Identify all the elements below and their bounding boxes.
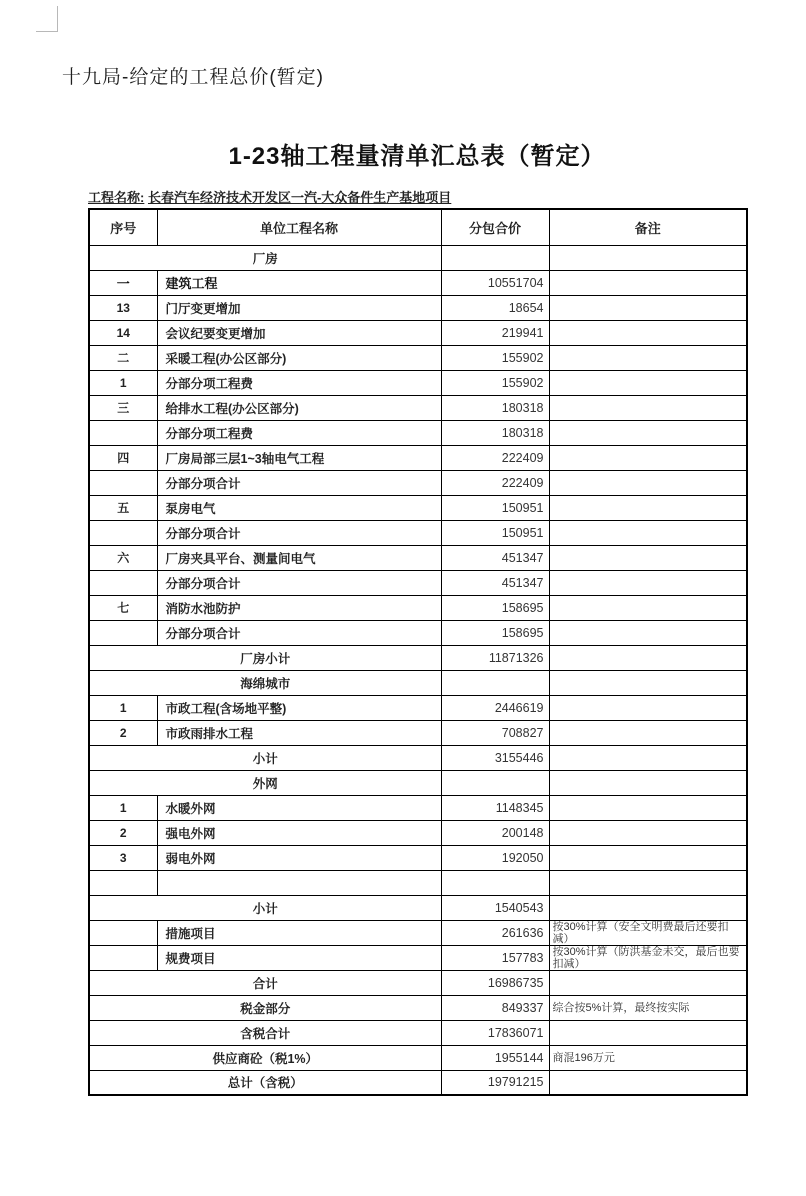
row-name: 合计 [89,970,441,995]
row-value: 222409 [441,445,549,470]
row-note: 按30%计算（安全文明费最后还要扣减） [549,920,747,945]
row-no: 1 [89,695,157,720]
row-name: 消防水池防护 [157,595,441,620]
row-name: 外网 [89,770,441,795]
row-value: 19791215 [441,1070,549,1095]
row-no [89,520,157,545]
row-note [549,595,747,620]
table-row [89,495,747,520]
row-note [549,845,747,870]
table-row [89,345,747,370]
summary-table-body [89,245,747,1095]
row-value: 708827 [441,720,549,745]
table-row [89,820,747,845]
row-value: 180318 [441,395,549,420]
table-row [89,270,747,295]
row-name: 市政工程(含场地平整) [157,695,441,720]
row-name [157,870,441,895]
row-value: 451347 [441,545,549,570]
table-row [89,295,747,320]
row-value: 222409 [441,470,549,495]
row-note [549,770,747,795]
row-note [549,420,747,445]
table-row [89,845,747,870]
row-value: 18654 [441,295,549,320]
row-value: 200148 [441,820,549,845]
row-name: 厂房 [89,245,441,270]
project-name: 长春汽车经济技术开发区一汽-大众备件生产基地项目 [147,190,452,205]
table-row [89,895,747,920]
row-note [549,470,747,495]
table-row [89,870,747,895]
col-header-note: 备注 [549,209,747,245]
row-no [89,470,157,495]
doc-header-text: 十九局-给定的工程总价(暂定) [62,67,324,88]
row-note [549,520,747,545]
project-label: 工程名称: [88,190,145,205]
row-note [549,870,747,895]
row-name: 规费项目 [157,945,441,970]
row-value: 2446619 [441,695,549,720]
table-row [89,670,747,695]
table-row [89,795,747,820]
row-value: 451347 [441,570,549,595]
row-note [549,245,747,270]
row-name: 总计（含税） [89,1070,441,1095]
row-value [441,870,549,895]
row-name: 会议纪要变更增加 [157,320,441,345]
row-note [549,545,747,570]
row-note [549,670,747,695]
row-value: 16986735 [441,970,549,995]
table-row [89,570,747,595]
row-note [549,395,747,420]
row-name: 分部分项合计 [157,520,441,545]
table-row [89,370,747,395]
row-value: 3155446 [441,745,549,770]
row-no: 14 [89,320,157,345]
row-value: 849337 [441,995,549,1020]
row-no [89,620,157,645]
table-row [89,745,747,770]
row-name: 给排水工程(办公区部分) [157,395,441,420]
row-note [549,345,747,370]
row-note [549,820,747,845]
row-name: 措施项目 [157,920,441,945]
summary-table [88,208,748,1096]
corner-crop-mark [36,6,58,32]
row-name: 厂房夹具平台、测量间电气 [157,545,441,570]
row-no: 六 [89,545,157,570]
row-name: 小计 [89,745,441,770]
row-note [549,1020,747,1045]
row-name: 分部分项合计 [157,620,441,645]
table-row [89,395,747,420]
table-row [89,420,747,445]
table-row [89,445,747,470]
row-note [549,795,747,820]
row-value: 150951 [441,495,549,520]
row-note [549,445,747,470]
row-name: 分部分项合计 [157,470,441,495]
row-value: 158695 [441,595,549,620]
col-header-name: 单位工程名称 [157,209,441,245]
row-no: 3 [89,845,157,870]
row-name: 水暖外网 [157,795,441,820]
row-value [441,245,549,270]
row-note [549,320,747,345]
row-note [549,895,747,920]
table-row [89,1045,747,1070]
table-row [89,320,747,345]
row-no [89,920,157,945]
table-row [89,970,747,995]
table-row [89,520,747,545]
row-no: 七 [89,595,157,620]
row-note [549,745,747,770]
row-no: 13 [89,295,157,320]
row-name: 厂房局部三层1~3轴电气工程 [157,445,441,470]
row-name: 分部分项工程费 [157,370,441,395]
row-value: 219941 [441,320,549,345]
table-row [89,645,747,670]
row-no: 一 [89,270,157,295]
row-note: 按30%计算（防洪基金未交，最后也要扣减） [549,945,747,970]
col-header-value: 分包合价 [441,209,549,245]
row-note: 商混196万元 [549,1045,747,1070]
row-no [89,945,157,970]
table-row [89,1020,747,1045]
row-note: 综合按5%计算，最终按实际 [549,995,747,1020]
row-name: 建筑工程 [157,270,441,295]
row-name: 海绵城市 [89,670,441,695]
row-value: 10551704 [441,270,549,295]
row-value [441,670,549,695]
row-name: 税金部分 [89,995,441,1020]
row-name: 弱电外网 [157,845,441,870]
row-value: 180318 [441,420,549,445]
row-value: 155902 [441,370,549,395]
row-value: 150951 [441,520,549,545]
row-value: 192050 [441,845,549,870]
row-no: 1 [89,370,157,395]
row-note [549,295,747,320]
col-header-no: 序号 [89,209,157,245]
table-row [89,245,747,270]
table-header-row [89,209,747,245]
table-row [89,920,747,945]
row-value: 1955144 [441,1045,549,1070]
row-no [89,570,157,595]
row-name: 含税合计 [89,1020,441,1045]
row-name: 市政雨排水工程 [157,720,441,745]
row-no: 1 [89,795,157,820]
row-value: 11871326 [441,645,549,670]
table-row [89,1070,747,1095]
row-no: 2 [89,820,157,845]
row-value: 17836071 [441,1020,549,1045]
row-value [441,770,549,795]
row-note [549,495,747,520]
row-name: 门厅变更增加 [157,295,441,320]
row-note [549,570,747,595]
row-note [549,620,747,645]
row-value: 155902 [441,345,549,370]
row-value: 158695 [441,620,549,645]
row-no: 四 [89,445,157,470]
table-row [89,545,747,570]
row-no: 二 [89,345,157,370]
row-name: 泵房电气 [157,495,441,520]
row-note [549,970,747,995]
table-row [89,720,747,745]
table-row [89,945,747,970]
page-title: 1-23轴工程量清单汇总表（暂定） [228,143,606,170]
table-row [89,695,747,720]
row-name: 采暖工程(办公区部分) [157,345,441,370]
table-row [89,620,747,645]
row-no: 五 [89,495,157,520]
row-no [89,420,157,445]
row-no: 2 [89,720,157,745]
table-row [89,770,747,795]
row-no [89,870,157,895]
row-note [549,720,747,745]
row-name: 分部分项合计 [157,570,441,595]
row-value: 1540543 [441,895,549,920]
table-row [89,995,747,1020]
row-note [549,270,747,295]
row-value: 1148345 [441,795,549,820]
row-note [549,695,747,720]
row-name: 小计 [89,895,441,920]
row-note [549,645,747,670]
row-note [549,370,747,395]
table-row [89,595,747,620]
project-name-line [88,187,451,206]
row-value: 157783 [441,945,549,970]
row-name: 厂房小计 [89,645,441,670]
table-row [89,470,747,495]
row-note [549,1070,747,1095]
row-name: 强电外网 [157,820,441,845]
row-name: 供应商砼（税1%） [89,1045,441,1070]
row-name: 分部分项工程费 [157,420,441,445]
row-no: 三 [89,395,157,420]
row-value: 261636 [441,920,549,945]
